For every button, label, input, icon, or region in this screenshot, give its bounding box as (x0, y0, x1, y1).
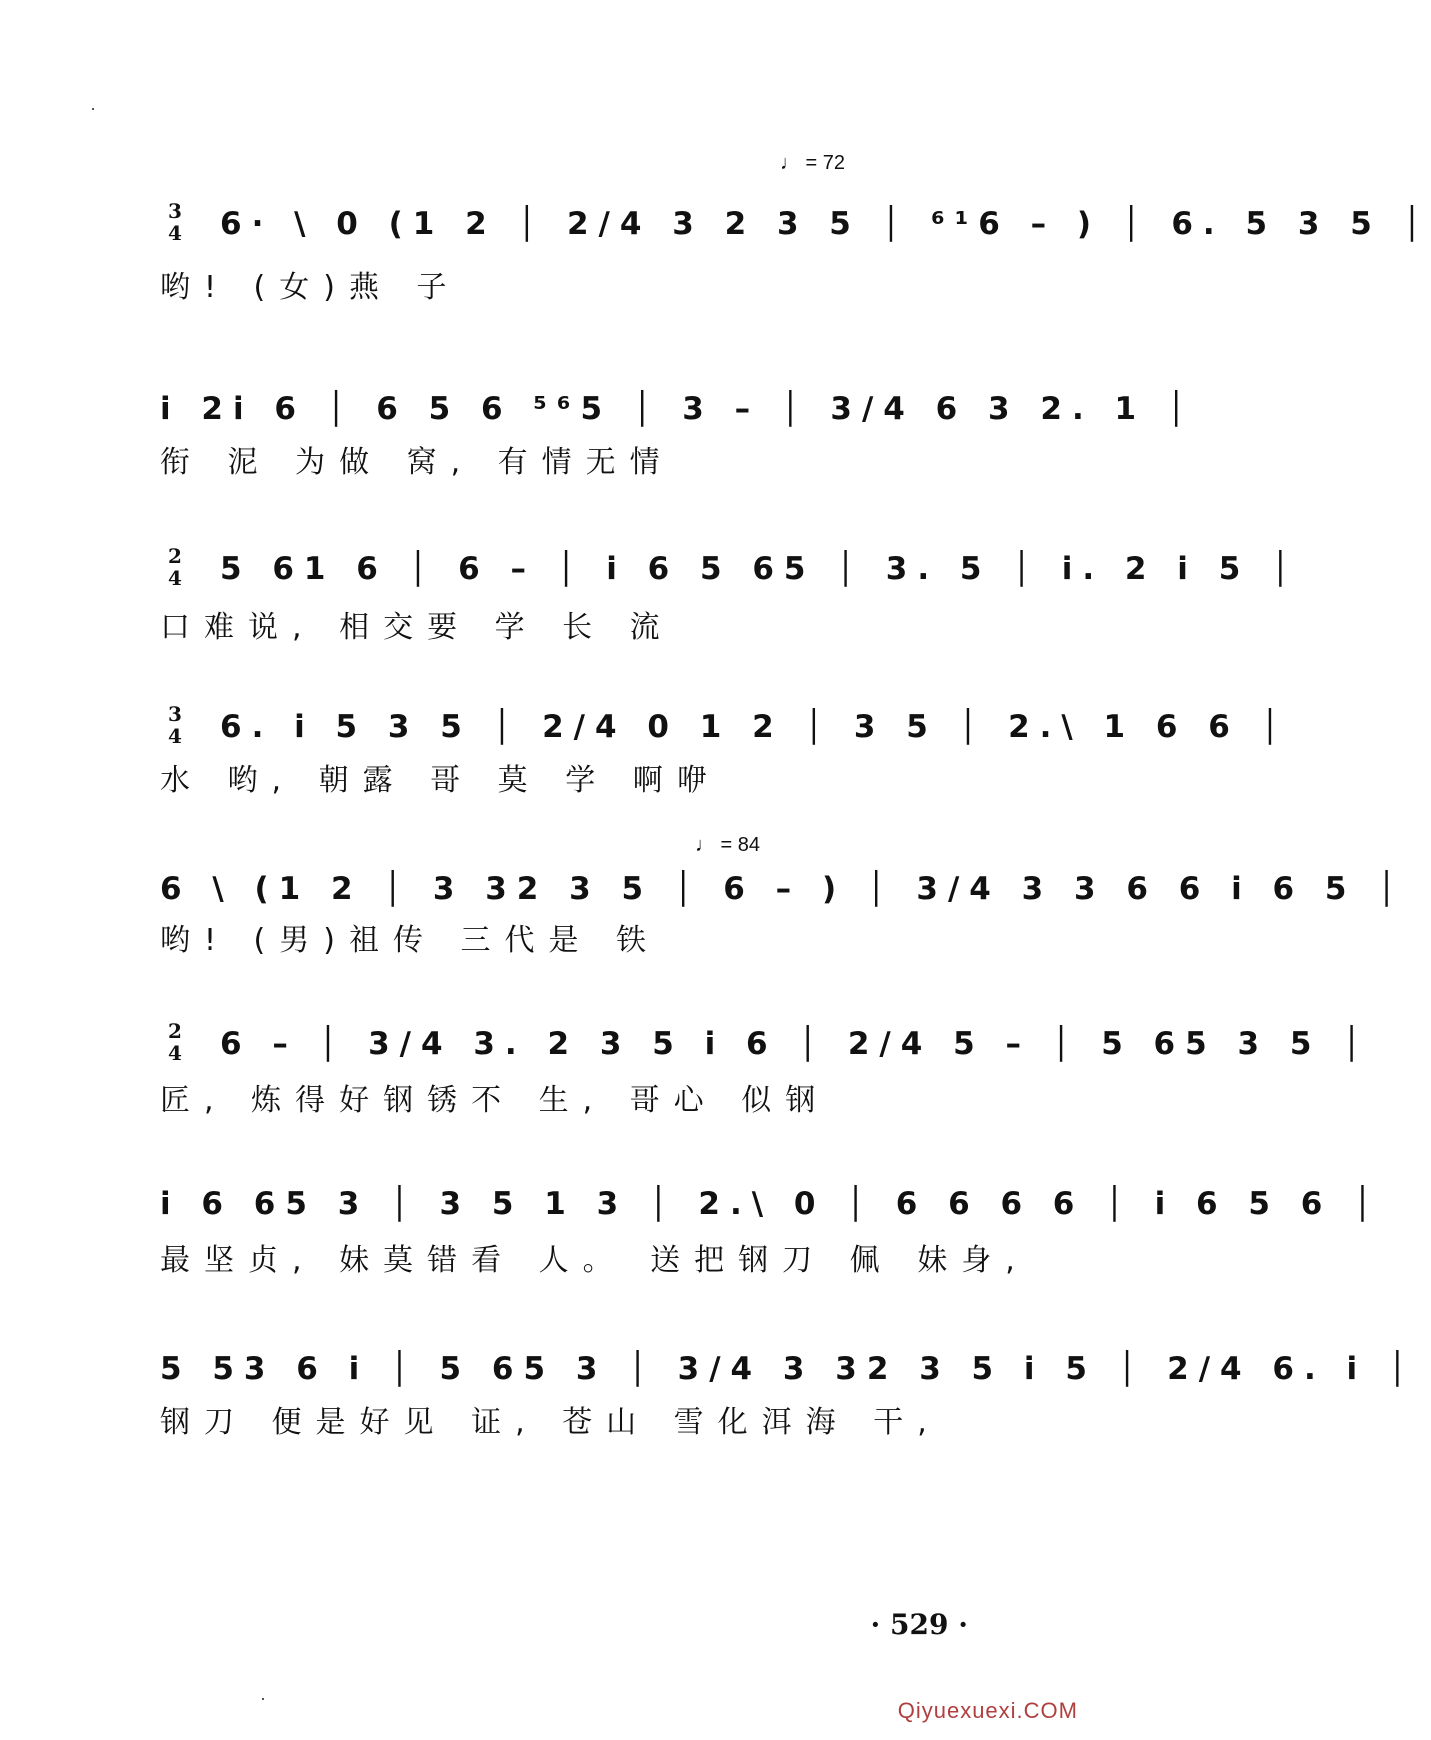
notation-line: 5 53 6 i │ 5 65 3 │ 3/4 3 32 3 5 i 5 │ 2/4 6. i │ (160, 1351, 1417, 1387)
lyrics-line-6: 匠, 炼得好钢锈不 生, 哥心 似钢 (160, 1083, 830, 1118)
notation-line: 5 61 6 │ 6 – │ i 6 5 65 │ 3. 5 │ i. 2 i 5 │ (220, 551, 1300, 587)
time-signature: 2 4 (168, 544, 182, 590)
music-system-2 (160, 385, 1196, 445)
music-system-1 (160, 199, 1431, 260)
notation-line: 6· \ 0 (1 2 │ 2/4 3 2 3 5 │ ⁶¹6 – ) │ 6. 5 3 5 │ (220, 206, 1431, 242)
page-number: · 529 · (870, 1608, 968, 1641)
music-system-8 (160, 1345, 1417, 1405)
music-system-4 (160, 702, 1290, 763)
time-signature: 2 4 (168, 1019, 182, 1065)
time-signature: 3 4 (168, 199, 182, 245)
notation-line: 6. i 5 3 5 │ 2/4 0 1 2 │ 3 5 │ 2.\ 1 6 6 │ (220, 709, 1290, 745)
lyrics-line-4: 水 哟, 朝露 哥 莫 学 啊咿 (160, 763, 721, 798)
music-system-3 (160, 544, 1300, 605)
lyrics-line-2: 衔 泥 为做 窝, 有情无情 (160, 445, 674, 480)
tempo-mark-72: ♩ = 72 (780, 152, 846, 174)
music-system-6 (160, 1019, 1371, 1080)
time-signature: 3 4 (168, 702, 182, 748)
notation-line: i 2i 6 │ 6 5 6 ⁵⁶5 │ 3 – │ 3/4 6 3 2. 1 │ (160, 391, 1196, 427)
lyrics-line-3: 口难说, 相交要 学 长 流 (160, 610, 674, 645)
scan-speck (92, 108, 94, 110)
notation-line: i 6 65 3 │ 3 5 1 3 │ 2.\ 0 │ 6 6 6 6 │ i 6 5 6 │ (160, 1186, 1382, 1222)
watermark: Qiyuexuexi.COM (897, 1698, 1078, 1723)
lyrics-line-5: 哟! (男)祖传 三代是 铁 (160, 923, 661, 958)
tempo-mark-84: ♩ = 84 (695, 834, 761, 856)
lyrics-line-8: 钢刀 便是好见 证, 苍山 雪化洱海 干, (160, 1405, 941, 1440)
notation-line: 6 – │ 3/4 3. 2 3 5 i 6 │ 2/4 5 – │ 5 65 3 5 │ (220, 1026, 1371, 1062)
lyrics-line-1: 哟! (女)燕 子 (160, 270, 461, 305)
music-system-7 (160, 1180, 1382, 1240)
lyrics-line-7: 最坚贞, 妹莫错看 人。 送把钢刀 佩 妹身, (160, 1243, 1029, 1278)
notation-line: 6 \ (1 2 │ 3 32 3 5 │ 6 – ) │ 3/4 3 3 6 6 i 6 5 │ (160, 871, 1406, 907)
scan-speck (262, 1698, 264, 1700)
